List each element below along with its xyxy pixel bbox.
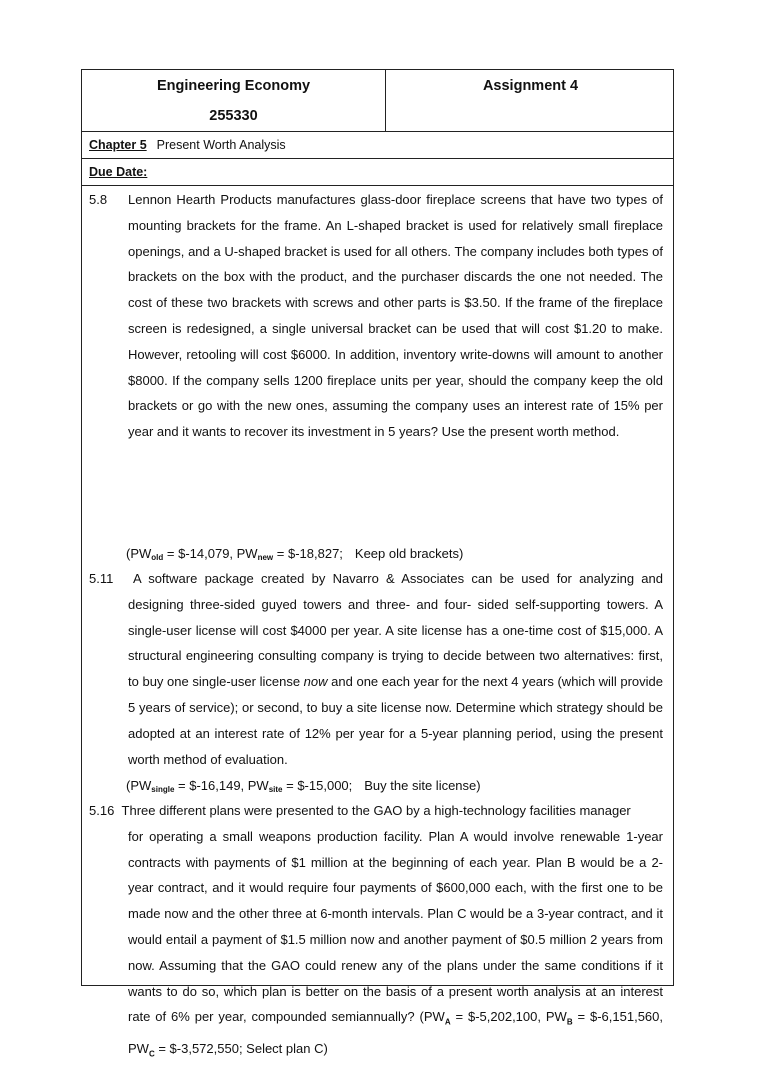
- chapter-label: Chapter 5: [89, 138, 147, 152]
- course-code: 255330: [209, 108, 258, 124]
- chapter-row: [82, 132, 673, 159]
- header-row: [82, 70, 673, 132]
- problem-first-line: 5.16 Three different plans were presented to the GAO by a high-technology facilities manager: [89, 803, 631, 818]
- assignment-title: Assignment 4: [482, 78, 579, 94]
- problem-text: A software package created by Navarro & Associates can be used for analyzing and designing three-sided guyed towers and three- and four- sided self-supporting towers. A single-user license will cost $4000 per year. A site license has a one-time cost of $15,000. A structural engineering consulting company is trying to decide between two alternatives: first, to buy one single-user license now and one each year for the next 4 years (which will provide 5 years of service); or second, to buy a site license now. Determine which strategy should be adopted at an interest rate of 12% per year for a 5-year planning period, using the present worth method of evaluation.: [128, 571, 663, 767]
- problem-number: 5.8: [89, 192, 108, 207]
- due-date-row: [82, 159, 673, 186]
- course-title: Engineering Economy: [156, 78, 311, 94]
- due-date-label: Due Date:: [89, 165, 148, 179]
- problem-answer: ($PW_{single}$ = $-16,149, $PW_{site}$ = $-15,000; Buy the site license): [126, 778, 481, 794]
- problem-number: 5.16: [89, 803, 115, 818]
- problem-number: 5.11: [89, 571, 114, 586]
- assignment-sheet: [81, 69, 674, 1059]
- problem-answer: ($PW_{old}$ = $-14,079, $PW_{new}$ = $-18,827; Keep old brackets): [126, 546, 464, 562]
- chapter-title: Present Worth Analysis: [156, 138, 286, 152]
- problem-text: for operating a small weapons production facility. Plan A would involve renewable 1-year contracts with payments of $1 million at the beginning of each year. Plan B would be a 2-year contract, and it would require four payments of $600,000 each, with the first one to be made now and the other three at 6-month intervals. Plan C would be a 3-year contract, and it would entail a payment of $1.5 million now and another payment of $0.5 million 2 years from now. Assuming that the GAO could renew any of the plans under the same conditions if it wants to do so, which plan is better on the basis of a present worth analysis at an interest rate of 6% per year, compounded semiannually? ($PW_A$ = $-5,202,100, $PW_B$ = $-6,151,560, $PW_C$ = $-3,572,550; Select plan C): [128, 828, 663, 1059]
- problem-text: Lennon Hearth Products manufactures glass-door fireplace screens that have two types of mounting brackets for the frame. An L-shaped bracket is used for relatively small fireplace openings, and a U-shaped bracket is used for all others. The company includes both types of brackets on the box with the product, and the purchaser discards the one not needed. The cost of these two brackets with screws and other parts is $3.50. If the frame of the fireplace screen is redesigned, a single universal bracket can be used that will cost $1.20 to make. However, retooling will cost $6000. In addition, inventory write-downs will amount to another $8000. If the company sells 1200 fireplace units per year, should the company keep the old brackets or go with the new ones, assuming the company uses an interest rate of 15% per year and it wants to recover its investment in 5 years? Use the present worth method.: [128, 192, 663, 440]
